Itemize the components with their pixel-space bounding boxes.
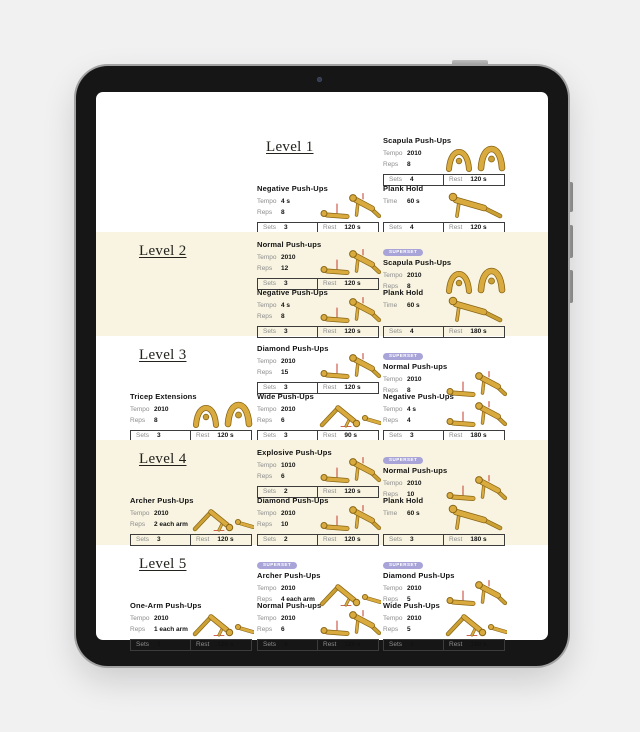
rest-value: 180 s [470, 536, 487, 543]
pair-figure-icon [317, 351, 381, 383]
exercise-body [130, 508, 252, 531]
exercise-body [257, 196, 379, 219]
param-value: 4 s [407, 406, 417, 413]
rest-label: Rest [449, 176, 463, 183]
param-label: Reps [130, 626, 146, 633]
exercise-title: Scapula Push-Ups [383, 258, 452, 267]
param-label: Reps [257, 521, 273, 528]
superset-badge: SUPERSET [257, 562, 297, 570]
rest-value: 180 s [470, 328, 487, 335]
exercise-card [383, 344, 505, 397]
sets-label: Sets [389, 224, 403, 231]
exercise-card [257, 553, 379, 606]
sets-label: Sets [263, 536, 277, 543]
rest-label: Rest [323, 224, 337, 231]
sets-value: 3 [157, 536, 161, 543]
exercise-body [130, 404, 252, 427]
frontal-figure-icon [443, 143, 507, 175]
param-value: 4 each arm [281, 596, 315, 603]
sets-cell [131, 535, 191, 545]
param-label: Reps [383, 417, 399, 424]
param-value: 10 [281, 521, 289, 528]
param-value: 6 [281, 626, 285, 633]
param-value: 2010 [281, 585, 296, 592]
pair-figure-icon [317, 191, 381, 223]
param-value: 2010 [407, 272, 422, 279]
sets-value: 3 [284, 384, 288, 391]
pair-figure-icon [443, 399, 507, 431]
rest-label: Rest [196, 432, 210, 439]
param-label: Tempo [257, 302, 277, 309]
superset-badge: SUPERSET [383, 249, 423, 257]
sets-cell [258, 327, 318, 337]
rest-label: Rest [323, 641, 337, 648]
param-label: Reps [257, 265, 273, 272]
param-value: 2010 [407, 615, 422, 622]
sets-cell [258, 223, 318, 233]
param-value: 6 [281, 473, 285, 480]
exercise-body [383, 508, 505, 531]
rest-value: 120 s [344, 224, 361, 231]
param-label: Tempo [130, 510, 150, 517]
sets-value: 3 [157, 432, 161, 439]
exercise-title: Normal Push-ups [257, 240, 322, 249]
rest-value: 120 s [217, 536, 234, 543]
rest-label: Rest [323, 328, 337, 335]
exercise-body [257, 404, 379, 427]
exercise-title: Wide Push-Ups [383, 601, 440, 610]
sets-label: Sets [136, 432, 150, 439]
sets-label: Sets [389, 641, 403, 648]
exercise-card [383, 288, 505, 338]
wide-figure-icon [190, 503, 254, 535]
param-value: 2010 [407, 376, 422, 383]
rest-value: 180 s [470, 432, 487, 439]
rest-value: 120 s [217, 641, 234, 648]
param-label: Tempo [257, 615, 277, 622]
sets-value: 4 [410, 328, 414, 335]
rest-cell [444, 223, 504, 233]
sets-cell [384, 535, 444, 545]
sets-label: Sets [263, 488, 277, 495]
param-value: 8 [407, 283, 411, 290]
param-value: 2010 [281, 358, 296, 365]
exercise-title: Diamond Push-Ups [383, 571, 455, 580]
param-label: Tempo [257, 510, 277, 517]
exercise-body [257, 460, 379, 483]
param-label: Tempo [383, 406, 403, 413]
level-section-3 [96, 336, 548, 440]
exercise-title: Scapula Push-Ups [383, 136, 452, 145]
exercise-card [383, 553, 505, 606]
exercise-body [257, 356, 379, 379]
level-heading: Level 5 [139, 556, 187, 572]
exercise-card [383, 136, 505, 186]
sets-label: Sets [263, 224, 277, 231]
pair-figure-icon [317, 503, 381, 535]
param-label: Reps [130, 521, 146, 528]
exercise-body [383, 148, 505, 171]
param-label: Reps [383, 283, 399, 290]
exercise-card [257, 344, 379, 394]
param-value: 60 s [407, 510, 420, 517]
plank-figure-icon [443, 295, 507, 327]
param-label: Reps [130, 417, 146, 424]
exercise-body [257, 508, 379, 531]
exercise-body [257, 252, 379, 275]
rest-value: 120 s [344, 641, 361, 648]
param-value: 1 each arm [154, 626, 188, 633]
tablet-screen [96, 92, 548, 648]
exercise-body [383, 196, 505, 219]
exercise-card [383, 240, 505, 293]
sets-value: 3 [284, 432, 288, 439]
param-label: Tempo [383, 150, 403, 157]
rest-cell [444, 175, 504, 185]
exercise-title: Plank Hold [383, 288, 424, 297]
sets-rest-bar [130, 534, 252, 546]
sets-value: 4 [410, 224, 414, 231]
exercise-card [383, 496, 505, 546]
rest-cell [318, 327, 378, 337]
param-label: Tempo [130, 615, 150, 622]
rest-label: Rest [196, 641, 210, 648]
param-value: 8 [154, 417, 158, 424]
rest-cell [318, 431, 378, 441]
rest-value: 120 s [344, 328, 361, 335]
exercise-card [383, 601, 505, 651]
param-value: 15 [281, 369, 289, 376]
rest-cell [444, 640, 504, 650]
rest-label: Rest [323, 536, 337, 543]
frontal-figure-icon [190, 399, 254, 431]
exercise-body [130, 613, 252, 636]
param-value: 12 [281, 265, 289, 272]
sets-cell [131, 640, 191, 650]
exercise-body [383, 300, 505, 323]
param-value: 2010 [407, 150, 422, 157]
exercise-card [257, 448, 379, 498]
exercise-card [257, 496, 379, 546]
param-label: Reps [257, 209, 273, 216]
param-label: Tempo [257, 406, 277, 413]
sets-cell [384, 431, 444, 441]
sets-rest-bar [383, 639, 505, 651]
level-heading: Level 1 [266, 139, 314, 155]
exercise-title: Plank Hold [383, 496, 424, 505]
level-heading: Level 3 [139, 347, 187, 363]
param-value: 2 each arm [154, 521, 188, 528]
rest-label: Rest [323, 432, 337, 439]
sets-value: 4 [410, 176, 414, 183]
exercise-title: Explosive Push-Ups [257, 448, 332, 457]
sets-label: Sets [263, 280, 277, 287]
level-section-5 [96, 545, 548, 732]
param-value: 2010 [154, 615, 169, 622]
sets-rest-bar [257, 639, 379, 651]
sets-cell [258, 487, 318, 497]
rest-label: Rest [449, 328, 463, 335]
param-value: 6 [281, 417, 285, 424]
sets-cell [258, 535, 318, 545]
exercise-title: Diamond Push-Ups [257, 344, 329, 353]
exercise-title: Normal Push-ups [257, 601, 322, 610]
exercise-body [257, 300, 379, 323]
param-value: 60 s [407, 198, 420, 205]
param-value: 10 [407, 491, 415, 498]
exercise-title: Tricep Extensions [130, 392, 197, 401]
exercise-card [257, 601, 379, 651]
wide-figure-icon [190, 608, 254, 640]
pair-figure-icon [317, 608, 381, 640]
param-label: Reps [383, 626, 399, 633]
param-label: Tempo [257, 254, 277, 261]
sets-cell [384, 175, 444, 185]
exercise-card [383, 184, 505, 234]
param-label: Reps [383, 491, 399, 498]
param-label: Time [383, 302, 398, 309]
param-label: Tempo [257, 462, 277, 469]
sets-value: 3 [284, 328, 288, 335]
front-camera-icon [317, 77, 322, 82]
pair-figure-icon [317, 295, 381, 327]
plank-figure-icon [443, 503, 507, 535]
level-section-2 [96, 232, 548, 336]
exercise-card [130, 601, 252, 651]
rest-label: Rest [449, 641, 463, 648]
param-value: 2010 [281, 254, 296, 261]
sets-cell [258, 279, 318, 289]
sets-cell [258, 640, 318, 650]
rest-cell [318, 383, 378, 393]
param-label: Reps [383, 161, 399, 168]
exercise-title: One-Arm Push-Ups [130, 601, 202, 610]
param-value: 8 [407, 387, 411, 394]
rest-cell [318, 487, 378, 497]
rest-cell [318, 535, 378, 545]
param-label: Tempo [383, 585, 403, 592]
param-label: Reps [257, 596, 273, 603]
param-value: 60 s [407, 302, 420, 309]
sets-value: 5 [284, 641, 288, 648]
exercise-card [383, 392, 505, 442]
level-section-1 [96, 128, 548, 232]
sets-cell [131, 431, 191, 441]
sets-value: 3 [410, 432, 414, 439]
param-value: 4 [407, 417, 411, 424]
sets-label: Sets [389, 176, 403, 183]
sets-value: 3 [157, 641, 161, 648]
sets-cell [384, 640, 444, 650]
param-label: Tempo [383, 480, 403, 487]
wide-figure-icon [317, 399, 381, 431]
param-label: Reps [383, 596, 399, 603]
plank-figure-icon [443, 191, 507, 223]
rest-value: 120 s [344, 536, 361, 543]
rest-value: 120 s [470, 224, 487, 231]
param-value: 4 s [281, 198, 291, 205]
param-value: 8 [281, 209, 285, 216]
exercise-card [130, 496, 252, 546]
exercise-card [257, 240, 379, 290]
param-label: Time [383, 198, 398, 205]
param-value: 2010 [407, 585, 422, 592]
param-label: Reps [383, 387, 399, 394]
exercise-card [257, 392, 379, 442]
param-value: 2010 [281, 406, 296, 413]
param-label: Reps [257, 369, 273, 376]
sets-label: Sets [263, 384, 277, 391]
exercise-title: Wide Push-Ups [257, 392, 314, 401]
exercise-card [383, 448, 505, 501]
exercise-title: Normal Push-ups [383, 466, 448, 475]
sets-label: Sets [263, 641, 277, 648]
sets-label: Sets [389, 536, 403, 543]
sets-rest-bar [130, 639, 252, 651]
param-value: 2010 [281, 615, 296, 622]
param-value: 5 [407, 626, 411, 633]
pair-figure-icon [317, 455, 381, 487]
param-value: 2010 [407, 480, 422, 487]
sets-cell [384, 327, 444, 337]
pair-figure-icon [317, 247, 381, 279]
rest-cell [444, 431, 504, 441]
sets-label: Sets [136, 641, 150, 648]
param-label: Reps [257, 417, 273, 424]
rest-label: Rest [449, 224, 463, 231]
param-label: Tempo [257, 358, 277, 365]
exercise-body [257, 613, 379, 636]
exercise-title: Archer Push-Ups [257, 571, 321, 580]
param-value: 2010 [154, 510, 169, 517]
sets-label: Sets [263, 432, 277, 439]
exercise-body [383, 613, 505, 636]
param-label: Reps [257, 313, 273, 320]
param-label: Tempo [130, 406, 150, 413]
sets-value: 2 [284, 488, 288, 495]
sets-cell [258, 383, 318, 393]
rest-label: Rest [323, 280, 337, 287]
rest-value: 180 s [470, 641, 487, 648]
sets-cell [384, 223, 444, 233]
superset-badge: SUPERSET [383, 562, 423, 570]
sets-cell [258, 431, 318, 441]
param-label: Tempo [383, 376, 403, 383]
rest-value: 90 s [344, 432, 358, 439]
param-value: 8 [281, 313, 285, 320]
sets-value: 3 [284, 280, 288, 287]
wide-figure-icon [443, 608, 507, 640]
exercise-title: Negative Push-Ups [257, 288, 328, 297]
sets-rest-bar [383, 534, 505, 546]
rest-value: 120 s [344, 384, 361, 391]
sets-label: Sets [389, 432, 403, 439]
superset-badge: SUPERSET [383, 457, 423, 465]
exercise-title: Negative Push-Ups [383, 392, 454, 401]
rest-label: Rest [449, 432, 463, 439]
param-label: Tempo [257, 585, 277, 592]
sets-label: Sets [263, 328, 277, 335]
rest-value: 120 s [344, 488, 361, 495]
exercise-title: Diamond Push-Ups [257, 496, 329, 505]
param-value: 4 s [281, 302, 291, 309]
level-section-4 [96, 440, 548, 545]
param-value: 8 [407, 161, 411, 168]
rest-value: 120 s [344, 280, 361, 287]
rest-cell [444, 327, 504, 337]
param-label: Reps [257, 473, 273, 480]
exercise-card [130, 392, 252, 442]
rest-value: 120 s [217, 432, 234, 439]
sets-value: 3 [284, 224, 288, 231]
rest-cell [191, 640, 251, 650]
param-label: Tempo [383, 272, 403, 279]
rest-value: 120 s [470, 176, 487, 183]
rest-cell [318, 279, 378, 289]
param-value: 5 [407, 596, 411, 603]
param-label: Time [383, 510, 398, 517]
rest-label: Rest [196, 536, 210, 543]
param-label: Tempo [257, 198, 277, 205]
level-heading: Level 2 [139, 243, 187, 259]
param-value: 2010 [281, 510, 296, 517]
sets-value: 2 [284, 536, 288, 543]
sets-label: Sets [136, 536, 150, 543]
exercise-title: Negative Push-Ups [257, 184, 328, 193]
param-value: 2010 [154, 406, 169, 413]
param-label: Reps [257, 626, 273, 633]
exercise-card [257, 288, 379, 338]
exercise-body [383, 404, 505, 427]
exercise-card [257, 184, 379, 234]
sets-value: 3 [410, 536, 414, 543]
sets-value: 4 [410, 641, 414, 648]
rest-cell [318, 223, 378, 233]
superset-badge: SUPERSET [383, 353, 423, 361]
sets-rest-bar [257, 534, 379, 546]
param-value: 1010 [281, 462, 296, 469]
rest-label: Rest [449, 536, 463, 543]
rest-cell [318, 640, 378, 650]
exercise-title: Archer Push-Ups [130, 496, 194, 505]
rest-cell [444, 535, 504, 545]
rest-label: Rest [323, 488, 337, 495]
sets-label: Sets [389, 328, 403, 335]
rest-cell [191, 535, 251, 545]
rest-cell [191, 431, 251, 441]
exercise-title: Normal Push-ups [383, 362, 448, 371]
param-label: Tempo [383, 615, 403, 622]
exercise-title: Plank Hold [383, 184, 424, 193]
rest-label: Rest [323, 384, 337, 391]
level-heading: Level 4 [139, 451, 187, 467]
